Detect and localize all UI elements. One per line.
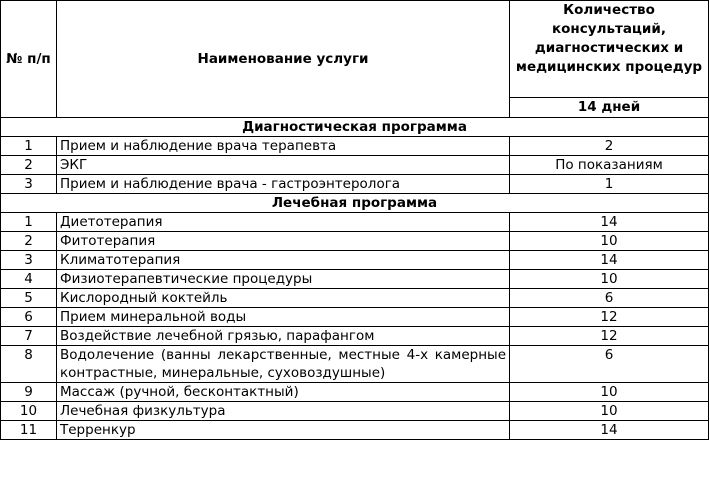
row-value: 6 [510, 346, 709, 383]
row-value: По показаниям [510, 156, 709, 175]
table-row [1, 327, 709, 346]
row-value: 2 [510, 137, 709, 156]
table-row [1, 308, 709, 327]
table-row [1, 213, 709, 232]
row-num: 7 [1, 327, 57, 346]
row-name: Прием минеральной воды [57, 308, 510, 327]
table-row [1, 346, 709, 383]
header-row [1, 1, 709, 98]
section-row [1, 194, 709, 213]
row-value: 12 [510, 308, 709, 327]
row-value: 14 [510, 421, 709, 440]
row-num: 9 [1, 383, 57, 402]
row-name: Водолечение (ванны лекарственные, местные 4-х камерные контрастные, минеральные, суховоздушные) [57, 346, 510, 383]
row-value: 12 [510, 327, 709, 346]
header-num: № п/п [1, 1, 57, 118]
row-name: Массаж (ручной, бесконтактный) [57, 383, 510, 402]
table-row [1, 383, 709, 402]
row-num: 1 [1, 137, 57, 156]
row-num: 6 [1, 308, 57, 327]
row-num: 8 [1, 346, 57, 383]
row-num: 3 [1, 175, 57, 194]
row-value: 10 [510, 270, 709, 289]
row-num: 2 [1, 232, 57, 251]
row-value: 6 [510, 289, 709, 308]
row-name: Климатотерапия [57, 251, 510, 270]
row-num: 3 [1, 251, 57, 270]
table-row [1, 137, 709, 156]
header-days: 14 дней [510, 98, 709, 118]
table-row [1, 251, 709, 270]
table-row [1, 156, 709, 175]
row-num: 10 [1, 402, 57, 421]
row-value: 10 [510, 402, 709, 421]
row-name: Прием и наблюдение врача терапевта [57, 137, 510, 156]
row-value: 1 [510, 175, 709, 194]
table-row [1, 232, 709, 251]
row-name: Кислородный коктейль [57, 289, 510, 308]
row-value: 10 [510, 232, 709, 251]
row-name: ЭКГ [57, 156, 510, 175]
header-service-name: Наименование услуги [57, 1, 510, 118]
section-title-treatment: Лечебная программа [1, 194, 709, 213]
row-name: Воздействие лечебной грязью, парафангом [57, 327, 510, 346]
section-title-diagnostic: Диагностическая программа [1, 118, 709, 137]
table-row [1, 421, 709, 440]
table-row [1, 270, 709, 289]
table-row [1, 175, 709, 194]
row-name: Диетотерапия [57, 213, 510, 232]
row-value: 14 [510, 251, 709, 270]
row-value: 10 [510, 383, 709, 402]
row-name: Терренкур [57, 421, 510, 440]
row-name: Физиотерапевтические процедуры [57, 270, 510, 289]
row-name: Прием и наблюдение врача - гастроэнтеролога [57, 175, 510, 194]
row-value: 14 [510, 213, 709, 232]
row-num: 5 [1, 289, 57, 308]
row-num: 11 [1, 421, 57, 440]
row-num: 2 [1, 156, 57, 175]
row-num: 4 [1, 270, 57, 289]
row-num: 1 [1, 213, 57, 232]
header-count: Количество консультаций, диагностических и медицинских процедур [510, 1, 709, 98]
table-row [1, 289, 709, 308]
section-row [1, 118, 709, 137]
row-name: Фитотерапия [57, 232, 510, 251]
row-name: Лечебная физкультура [57, 402, 510, 421]
table-row [1, 402, 709, 421]
